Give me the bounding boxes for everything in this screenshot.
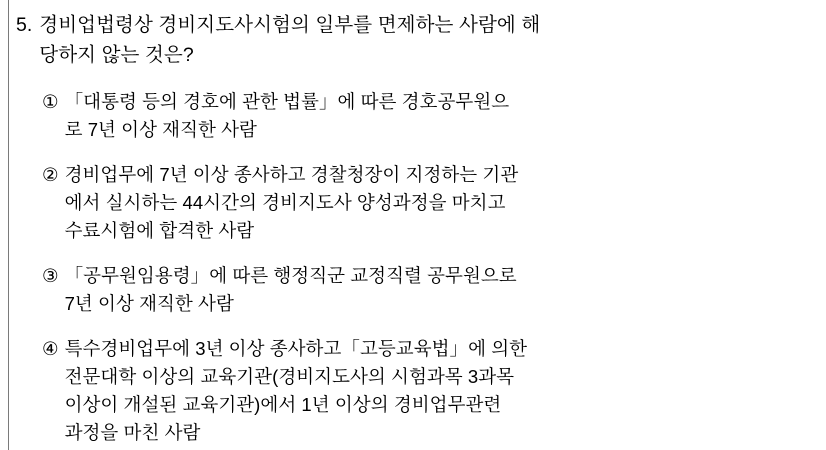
choice-marker-4: ④ (42, 338, 59, 359)
choice-list (14, 88, 814, 447)
question-text (39, 10, 540, 70)
left-margin-rule (8, 0, 9, 450)
choice-item-1[interactable] (42, 88, 814, 144)
choice-line: 로 7년 이상 재직한 사람 (64, 119, 257, 140)
choice-item-4[interactable] (42, 335, 814, 447)
question-line: 경비업법령상 경비지도사시험의 일부를 면제하는 사람에 해 (39, 14, 541, 36)
choice-line: 7년 이상 재직한 사람 (64, 293, 234, 314)
choice-text-3 (65, 262, 517, 318)
choice-line: 「공무원임용령」에 따른 행정직군 교정직렬 공무원으로 (64, 265, 517, 286)
choice-line: 이상이 개설된 교육기관)에서 1년 이상의 경비업무관련 (64, 394, 502, 415)
choice-text-4 (65, 335, 527, 447)
choice-text-1 (65, 88, 510, 144)
choice-item-3[interactable] (42, 262, 814, 318)
question-number: 5. (16, 14, 33, 36)
choice-marker-1: ① (42, 91, 59, 112)
choice-line: 특수경비업무에 3년 이상 종사하고「고등교육법」에 의한 (64, 338, 528, 359)
choice-line: 에서 실시하는 44시간의 경비지도사 양성과정을 마치고 (64, 192, 506, 213)
choice-item-2[interactable] (42, 161, 814, 245)
choice-line: 「대통령 등의 경호에 관한 법률」에 따른 경호공무원으 (64, 91, 510, 112)
question-line: 당하지 않는 것은? (39, 44, 194, 66)
choice-marker-3: ③ (42, 265, 59, 286)
choice-marker-2: ② (42, 164, 59, 185)
choice-text-2 (65, 161, 519, 245)
choice-line: 과정을 마친 사람 (64, 422, 201, 443)
choice-line: 수료시험에 합격한 사람 (64, 220, 255, 241)
question-stem (14, 0, 814, 70)
choice-line: 전문대학 이상의 교육기관(경비지도사의 시험과목 3과목 (64, 366, 515, 387)
question-block (14, 0, 814, 447)
choice-line: 경비업무에 7년 이상 종사하고 경찰청장이 지정하는 기관 (64, 164, 519, 185)
